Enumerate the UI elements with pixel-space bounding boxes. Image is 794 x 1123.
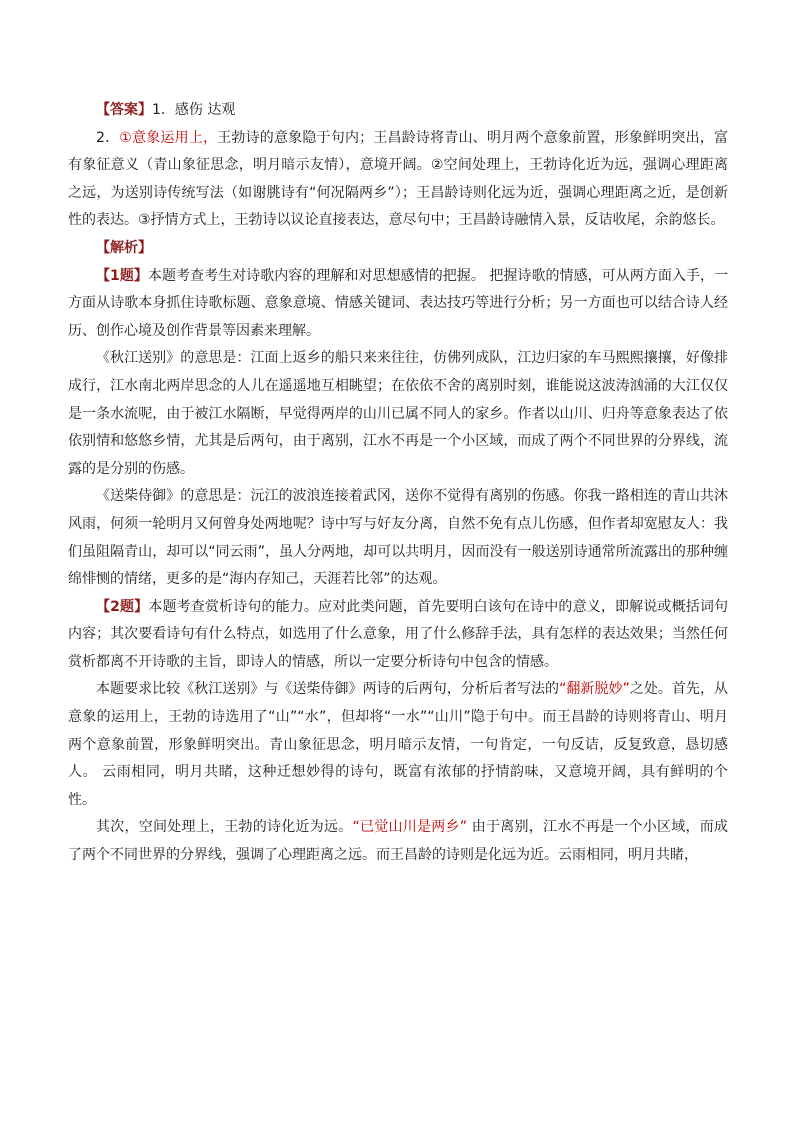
analysis-q2-text: 本题考查赏析诗句的能力。应对此类问题，首先要明白该句在诗中的意义，即解说或概括词句内容；其次要看诗句有什么特点，如选用了什么意象，用了什么修辞手法，具有怎样的表达效果；当然任何赏析都离不开诗歌的主旨，即诗人的情感，所以一定要分析诗句中包含的情感。 — [68, 598, 728, 670]
songchai-paragraph: 《送柴侍御》的意思是：沅江的波浪连接着武冈，送你不觉得有离别的伤感。你我一路相连的青山共沐风雨，何须一轮明月又何曾身处两地呢？诗中写与好友分离，自然不免有点儿伤感，但作者却宽慰友人：我们虽阻隔青山，却可以“同云雨”，虽人分两地，却可以共明月，因而没有一般送别诗通常所流露出的那种缠绵悱恻的情绪，更多的是“海内存知己，天涯若比邻”的达观。 — [68, 488, 728, 588]
answer-q1: 1．感伤 达观 — [152, 102, 236, 118]
answer-q2-number: 2． — [96, 129, 120, 146]
answer-line-1 — [68, 97, 728, 125]
comparison-paragraph — [68, 676, 728, 814]
analysis-heading — [68, 235, 728, 263]
analysis-q2-paragraph — [68, 594, 728, 677]
space-text-a: 其次，空间处理上，王勃的诗化近为远。 — [96, 819, 353, 836]
answer-analysis-content — [68, 97, 728, 870]
answer-tag: 【答案】 — [96, 102, 152, 118]
answer-q2-text: 王勃诗的意象隐于句内；王昌龄诗将青山、明月两个意象前置，形象鲜明突出，富有象征意义（青山象征思念，明月暗示友情），意境开阔。②空间处理上，王勃诗化近为远，强调心理距离之远，为送别诗传统写法（如谢朓诗有“何况隔两乡”）；王昌龄诗则化远为近，强调心理距离之近，是创新性的表达。③抒情方式上，王勃诗以议论直接表达，意尽句中；王昌龄诗融情入景，反诘收尾，余韵悠长。 — [68, 129, 728, 229]
answer-q2-highlight: ①意象运用上， — [119, 129, 218, 146]
comparison-highlight: “翻新脱妙” — [559, 681, 630, 698]
qiujiang-paragraph: 《秋江送别》的意思是：江面上返乡的船只来来往往，仿佛列成队，江边归家的车马熙熙攘攘，好像排成行，江水南北两岸思念的人儿在遥遥地互相眺望；在依依不舍的离别时刻，谁能说这波涛汹涌的大江仅仅是一条水流呢，由于被江水隔断，早觉得两岸的山川已属不同人的家乡。作者以山川、归舟等意象表达了依依别情和悠悠乡情，尤其是后两句，由于离别，江水不再是一个小区域，而成了两个不同世界的分界线，流露的是分别的伤感。 — [68, 350, 728, 477]
space-paragraph — [68, 814, 728, 869]
analysis-q1-tag: 【1题】 — [96, 267, 148, 284]
comparison-text-a: 本题要求比较《秋江送别》与《送柴侍御》两诗的后两句，分析后者写法的 — [96, 681, 560, 698]
analysis-q1-text: 本题考查考生对诗歌内容的理解和对思想感情的把握。 把握诗歌的情感，可从两方面入手，一方面从诗歌本身抓住诗歌标题、意象意境、情感关键词、表达技巧等进行分析；另一方面也可以结合诗人经历、创作心境及创作背景等因素来理解。 — [68, 267, 728, 339]
analysis-q1-paragraph — [68, 263, 728, 346]
comparison-text-b: 之处。首先，从意象的运用上，王勃的诗选用了“山”“水”，但却将“一水”“山川”隐于句中。而王昌龄的诗则将青山、明月两个意象前置，形象鲜明突出。青山象征思念，明月暗示友情，一句肯定，一句反诘，反复致意，恳切感人。 云雨相同，明月共睹，这种迁想妙得的诗句，既富有浓郁的抒情韵味，又意境开阔，具有鲜明的个性。 — [68, 681, 728, 808]
space-highlight: “已觉山川是两乡” — [352, 819, 468, 836]
analysis-tag: 【解析】 — [96, 239, 152, 256]
space-text-b: 由于离别，江水不再是一个小区域，而成了两个不同世界的分界线，强调了心理距离之远。而王昌龄的诗则是化远为近。云雨相同，明月共睹， — [68, 819, 728, 864]
analysis-q2-tag: 【2题】 — [96, 598, 149, 615]
answer-q2-paragraph — [68, 125, 728, 235]
